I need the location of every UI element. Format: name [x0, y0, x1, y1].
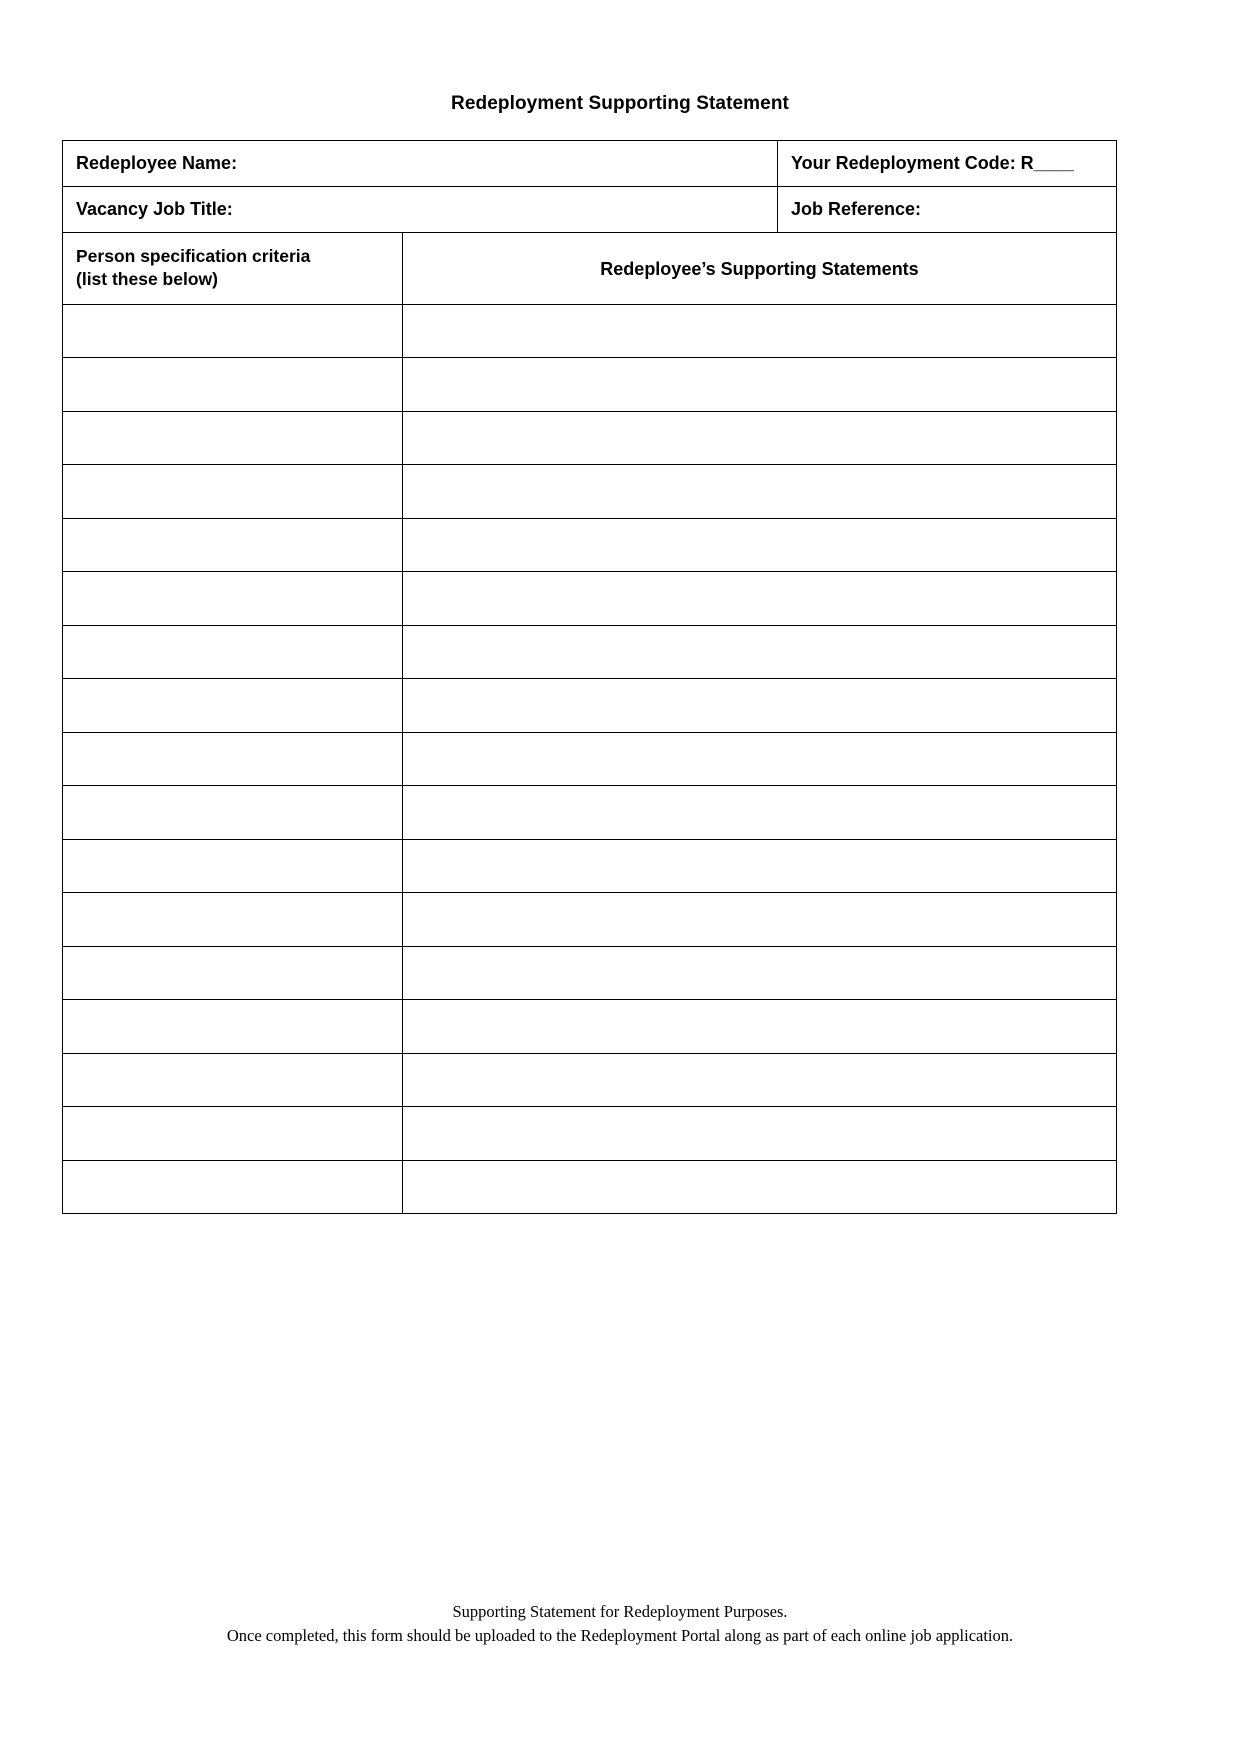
criteria-value	[63, 733, 402, 755]
criteria-value	[63, 519, 402, 541]
page-footer	[0, 1600, 1240, 1648]
criteria-value	[63, 947, 402, 969]
criteria-value	[63, 626, 402, 648]
statement-cell[interactable]	[403, 625, 1117, 679]
criteria-cell[interactable]	[63, 1107, 403, 1161]
statements-header-cell	[403, 233, 1117, 305]
statement-cell[interactable]	[403, 572, 1117, 626]
table-row	[63, 732, 1117, 786]
statement-cell[interactable]	[403, 304, 1117, 358]
statement-value	[403, 947, 1116, 969]
statement-cell[interactable]	[403, 1053, 1117, 1107]
row-redeployee-name	[63, 141, 1117, 187]
criteria-cell[interactable]	[63, 786, 403, 840]
criteria-cell[interactable]	[63, 839, 403, 893]
statement-value	[403, 733, 1116, 755]
criteria-header-text	[63, 233, 402, 304]
criteria-value	[63, 786, 402, 808]
criteria-value	[63, 1054, 402, 1076]
statement-cell[interactable]	[403, 358, 1117, 412]
statement-value	[403, 358, 1116, 380]
statement-cell[interactable]	[403, 411, 1117, 465]
criteria-value	[63, 1107, 402, 1129]
table-row	[63, 679, 1117, 733]
criteria-cell[interactable]	[63, 946, 403, 1000]
statement-cell[interactable]	[403, 679, 1117, 733]
statement-cell[interactable]	[403, 946, 1117, 1000]
criteria-value	[63, 893, 402, 915]
statement-cell[interactable]	[403, 1160, 1117, 1214]
criteria-cell[interactable]	[63, 518, 403, 572]
page-title: Redeployment Supporting Statement	[451, 93, 789, 114]
statements-header-text: Redeployee’s Supporting Statements	[600, 259, 919, 280]
criteria-cell[interactable]	[63, 1053, 403, 1107]
statement-value	[403, 412, 1116, 434]
statement-cell[interactable]	[403, 893, 1117, 947]
statement-cell[interactable]	[403, 1000, 1117, 1054]
table-row	[63, 946, 1117, 1000]
criteria-value	[63, 1000, 402, 1022]
criteria-cell[interactable]	[63, 679, 403, 733]
criteria-header-cell	[63, 233, 403, 305]
criteria-header-line2: (list these below)	[76, 269, 218, 290]
vacancy-job-title-cell[interactable]	[63, 187, 778, 233]
statement-cell[interactable]	[403, 1107, 1117, 1161]
statement-value	[403, 465, 1116, 487]
table-row	[63, 786, 1117, 840]
statement-value	[403, 840, 1116, 862]
criteria-cell[interactable]	[63, 625, 403, 679]
statement-value	[403, 519, 1116, 541]
criteria-cell[interactable]	[63, 732, 403, 786]
statement-cell[interactable]	[403, 732, 1117, 786]
job-reference-cell[interactable]	[778, 187, 1117, 233]
statement-value	[403, 1054, 1116, 1076]
criteria-value	[63, 305, 402, 327]
criteria-value	[63, 679, 402, 701]
row-table-headers	[63, 233, 1117, 305]
statement-cell[interactable]	[403, 786, 1117, 840]
redeployment-form-table	[62, 140, 1117, 1214]
criteria-value	[63, 1161, 402, 1183]
criteria-cell[interactable]	[63, 572, 403, 626]
criteria-value	[63, 358, 402, 380]
criteria-cell[interactable]	[63, 1160, 403, 1214]
statement-value	[403, 893, 1116, 915]
criteria-cell[interactable]	[63, 358, 403, 412]
statement-value	[403, 626, 1116, 648]
statement-value	[403, 679, 1116, 701]
criteria-cell[interactable]	[63, 465, 403, 519]
criteria-value	[63, 572, 402, 594]
table-row	[63, 358, 1117, 412]
criteria-value	[63, 412, 402, 434]
footer-line-2: Once completed, this form should be uploaded to the Redeployment Portal along as part of each online job application.	[226, 1625, 1014, 1645]
table-row	[63, 572, 1117, 626]
criteria-value	[63, 840, 402, 862]
statement-value	[403, 305, 1116, 327]
table-row	[63, 625, 1117, 679]
redeployment-code-cell[interactable]	[778, 141, 1117, 187]
table-row	[63, 304, 1117, 358]
redeployment-code-label: Your Redeployment Code: R____	[791, 153, 1074, 173]
job-reference-label: Job Reference:	[791, 199, 922, 220]
table-row	[63, 411, 1117, 465]
criteria-value	[63, 465, 402, 487]
criteria-header-line1: Person specification criteria	[76, 246, 311, 267]
statement-cell[interactable]	[403, 839, 1117, 893]
table-row	[63, 893, 1117, 947]
criteria-cell[interactable]	[63, 893, 403, 947]
row-vacancy-job-title	[63, 187, 1117, 233]
table-row	[63, 465, 1117, 519]
criteria-cell[interactable]	[63, 1000, 403, 1054]
criteria-cell[interactable]	[63, 304, 403, 358]
statement-value	[403, 1107, 1116, 1129]
table-row	[63, 839, 1117, 893]
table-row	[63, 1107, 1117, 1161]
vacancy-job-title-label: Vacancy Job Title:	[76, 199, 233, 220]
statement-value	[403, 1000, 1116, 1022]
redeployee-name-label: Redeployee Name:	[76, 153, 238, 173]
statement-value	[403, 786, 1116, 808]
table-row	[63, 1160, 1117, 1214]
statement-cell[interactable]	[403, 518, 1117, 572]
table-row	[63, 1053, 1117, 1107]
table-row	[63, 1000, 1117, 1054]
redeployee-name-cell[interactable]	[63, 141, 778, 187]
statement-value	[403, 572, 1116, 594]
table-row	[63, 518, 1117, 572]
footer-line-1: Supporting Statement for Redeployment Purposes.	[452, 1602, 788, 1621]
criteria-cell[interactable]	[63, 411, 403, 465]
statement-value	[403, 1161, 1116, 1183]
statement-cell[interactable]	[403, 465, 1117, 519]
